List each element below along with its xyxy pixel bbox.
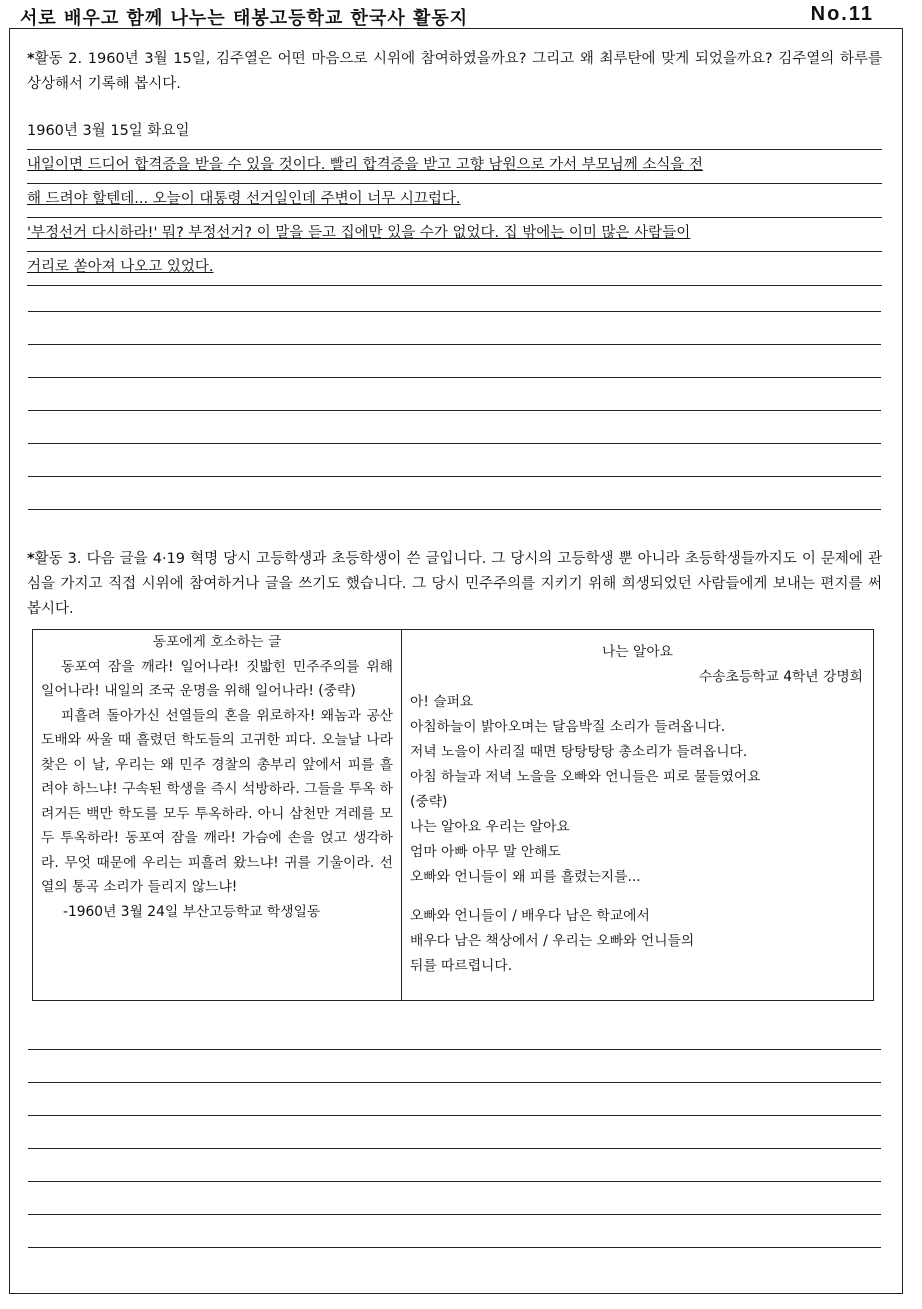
right-reading-author: 수송초등학교 4학년 강명희 — [698, 669, 863, 685]
diary-line — [27, 150, 882, 184]
poem-line: 엄마 아빠 아무 말 안해도 — [410, 844, 561, 860]
poem-line: 오빠와 언니들이 / 배우다 남은 학교에서 — [410, 908, 650, 924]
poem-line: 아침 하늘과 저녁 노을을 오빠와 언니들은 피로 물들였어요 — [410, 769, 761, 785]
writing-line[interactable] — [28, 377, 881, 378]
activity-marker: * — [27, 51, 35, 67]
worksheet-header — [0, 0, 922, 30]
diary-date: 1960년 3월 15일 화요일 — [27, 123, 190, 139]
writing-line[interactable] — [28, 1214, 881, 1215]
diary-text: 거리로 쏟아져 나오고 있었다. — [27, 259, 214, 275]
activity-2-text: 활동 2. 1960년 3월 15일, 김주열은 어떤 마음으로 시위에 참여하였을까요? 그리고 왜 최루탄에 맞게 되었을까요? 김주열의 하루를 상상해서 기록해 봅시다. — [27, 51, 882, 92]
worksheet-title: 서로 배우고 함께 나누는 태봉고등학교 한국사 활동지 — [20, 8, 469, 29]
diary-line — [27, 252, 882, 286]
poem-line: 저녁 노을이 사리질 때면 탕탕탕탕 총소리가 들려옵니다. — [410, 744, 748, 760]
diary-text: 내일이면 드디어 합격증을 받을 수 있을 것이다. 빨리 합격증을 받고 고향 남원으로 가서 부모님께 소식을 전 — [27, 157, 704, 173]
left-reading-title: 동포에게 호소하는 글 — [152, 634, 282, 650]
activity-3-prompt — [27, 547, 882, 622]
writing-line[interactable] — [28, 1148, 881, 1149]
diary-line — [27, 116, 882, 150]
writing-line[interactable] — [28, 1181, 881, 1182]
left-reading — [33, 630, 402, 1000]
writing-line[interactable] — [28, 1082, 881, 1083]
poem-line: 아! 슬퍼요 — [410, 694, 474, 710]
left-reading-body-2: 피흘려 돌아가신 선열들의 혼을 위로하자! 왜놈과 공산도배와 싸울 때 흘렸던 학도들의 고귀한 피다. 오늘날 나라 찾은 이 날, 우리는 왜 민주 경찰의 총부리 앞에서 피를 흘려야 하느냐! 구속된 학생을 즉시 석방하라. 그들을 투옥 하려거든 백만 학도를 모두 투옥하라. 아니 삼천만 겨레를 모두 투옥하라! 동포여 잠을 깨라! 가슴에 손을 얹고 생각하라. 무엇 때문에 우리는 피흘려 왔느냐! 귀를 기울이라. 선열의 통곡 소리가 들리지 않느냐! — [41, 707, 393, 895]
diary-text: 해 드려야 할텐데... 오늘이 대통령 선거일인데 주변이 너무 시끄럽다. — [27, 191, 461, 207]
writing-line[interactable] — [28, 344, 881, 345]
activity-3-text: 활동 3. 다음 글을 4·19 혁명 당시 고등학생과 초등학생이 쓴 글입니다. 그 당시의 고등학생 뿐 아니라 초등학생들까지도 이 문제에 관심을 가지고 직접 시위에 참여하거나 글을 쓰기도 했습니다. 그 당시 민주주의를 지키기 위해 희생되었던 사람들에게 보내는 편지를 써 봅시다. — [27, 551, 882, 617]
right-reading-title: 나는 알아요 — [601, 644, 674, 660]
poem-line: 배우다 남은 책상에서 / 우리는 오빠와 언니들의 — [410, 933, 695, 949]
poem-line: 뒤를 따르렵니다. — [410, 958, 513, 974]
reading-box — [32, 629, 874, 1001]
activity-2-prompt — [27, 47, 882, 97]
poem-line: 아침하늘이 밝아오며는 달음박질 소리가 들려옵니다. — [410, 719, 726, 735]
diary-text: '부정선거 다시하라!' 뭐? 부정선거? 이 말을 듣고 집에만 있을 수가 없었다. 집 밖에는 이미 많은 사람들이 — [27, 225, 691, 241]
worksheet-number: No.11 — [810, 3, 874, 25]
writing-line[interactable] — [28, 509, 881, 510]
poem-line: 나는 알아요 우리는 알아요 — [410, 819, 570, 835]
writing-line[interactable] — [28, 410, 881, 411]
diary-line — [27, 184, 882, 218]
writing-line[interactable] — [28, 1247, 881, 1248]
right-reading — [402, 630, 873, 1000]
writing-line[interactable] — [28, 443, 881, 444]
diary-line — [27, 218, 882, 252]
poem-line: (중략) — [410, 794, 448, 810]
left-reading-signature: -1960년 3월 24일 부산고등학교 학생일동 — [63, 903, 321, 920]
stanza-gap — [410, 890, 865, 904]
left-reading-body: 동포여 잠을 깨라! 일어나라! 짓밟힌 민주주의를 위해 일어나라! 내일의 조국 운명을 위해 일어나라! (중략) — [41, 658, 393, 699]
writing-line[interactable] — [28, 1049, 881, 1050]
poem-line: 오빠와 언니들이 왜 피를 흘렸는지를... — [410, 869, 641, 885]
activity-marker: * — [27, 551, 35, 567]
writing-line[interactable] — [28, 476, 881, 477]
writing-line[interactable] — [28, 311, 881, 312]
writing-line[interactable] — [28, 1115, 881, 1116]
diary-entry — [27, 116, 882, 286]
